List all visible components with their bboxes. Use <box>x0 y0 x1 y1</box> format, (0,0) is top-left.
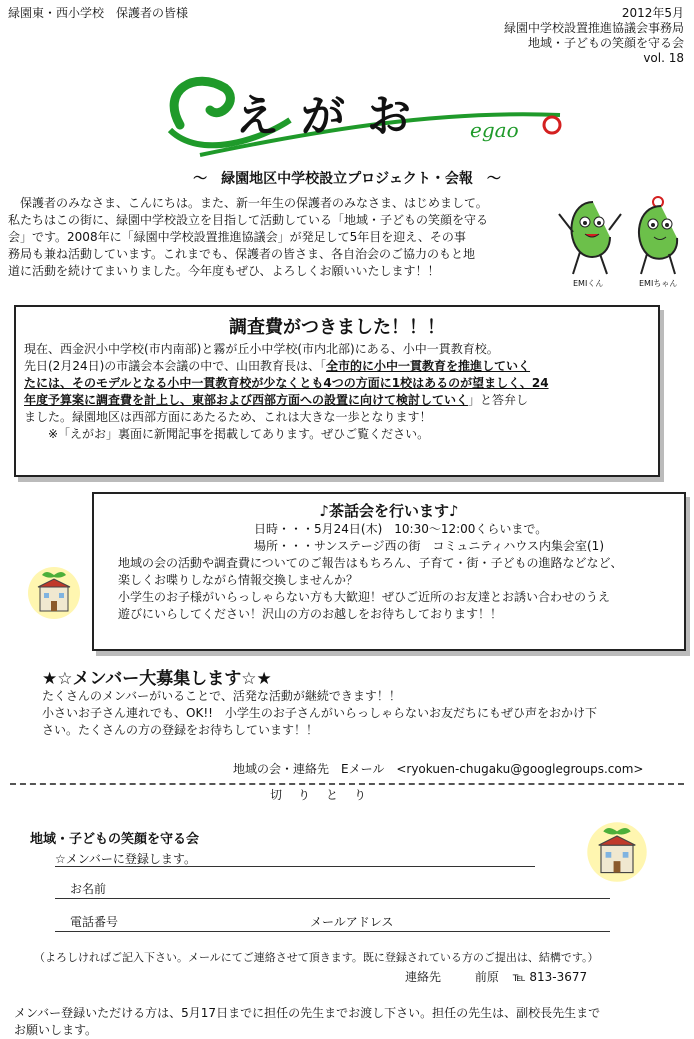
teaparty-where: 場所・・・サンステージ西の街 コミュニティハウス内集会室(1) <box>254 539 605 553</box>
teaparty-title: ♪茶話会を行います♪ <box>319 502 459 520</box>
intro-line: 私たちはこの街に、緑園中学校設立を目指して活動している「地域・子どもの笑顔を守る <box>8 213 489 227</box>
footer-text <box>14 1005 684 1039</box>
survey-text: 先日(2月24日)の市議会本会議の中で、山田教育長は、「 <box>24 359 327 373</box>
survey-line <box>24 392 650 409</box>
teaparty-line: 楽しくお喋りしながら情報交換しませんか？ <box>118 573 359 587</box>
school-illustration-form <box>585 820 649 884</box>
phone-label: 電話番号 <box>70 915 119 929</box>
members-line: 小さいお子さん連れでも、OK!! 小学生のお子さんがいらっしゃらないお友だちにもぜひ声をおかけ下 <box>42 706 597 720</box>
survey-line: ました。緑園地区は西部方面にあたるため、これは大きな一歩となります！ <box>24 410 432 424</box>
contact-label: 連絡先 <box>405 970 442 984</box>
volume: vol. 18 <box>643 51 684 65</box>
logo-title: えがお <box>235 91 433 142</box>
footer-line: お願いします。 <box>14 1023 98 1037</box>
survey-highlight: 全市的に小中一貫教育を推進していく <box>326 359 531 373</box>
survey-highlight: 年度予算案に調査費を計上し、東部および西部方面への設置に向けて検討していく <box>24 393 469 407</box>
issue-info <box>384 6 684 66</box>
teaparty-when: 日時・・・5月24日(木) 10:30～12:00くらいまで。 <box>254 522 548 536</box>
footer-line: メンバー登録いただける方は、5月17日までに担任の先生までお渡し下さい。担任の先生は、副校長先生まで <box>14 1006 601 1020</box>
mascot-emi-kun-icon <box>555 192 625 282</box>
survey-highlight: たには、そのモデルとなる小中一貫教育校が少なくとも4つの方面に1校はあるのが望ましく、24 <box>24 376 549 390</box>
intro-line: 道に活動を続けてまいりました。今年度もぜひ、よろしくお願いいたします！！ <box>8 264 440 278</box>
members-text <box>42 688 672 739</box>
survey-text: 」と答弁し <box>468 393 529 407</box>
form-note: （よろしければご記入下さい。メールにてご連絡させて頂きます。既に登録されている方のご提出は、結構です。） <box>34 951 599 964</box>
contact-person <box>405 968 587 985</box>
phone-mail-field[interactable] <box>55 931 610 932</box>
form-register: ☆メンバーに登録します。 <box>55 852 196 866</box>
issue-date: 2012年5月 <box>621 6 684 20</box>
mail-label: メールアドレス <box>310 915 394 929</box>
intro-line: 保護者のみなさま、こんにちは。また、新一年生の保護者のみなさま、はじめまして。 <box>8 196 488 210</box>
contact-tel: ℡ 813-3677 <box>512 970 588 984</box>
survey-note: ※「えがお」裏面に新聞記事を掲載してあります。ぜひご覧ください。 <box>24 427 430 441</box>
teaparty-line: 遊びにいらしてください！沢山の方のお越しをお待ちしております！！ <box>118 607 503 621</box>
intro-text <box>8 195 548 280</box>
cut-line <box>10 783 684 785</box>
intro-line: 務局も兼ね活動しています。これまでも、保護者の皆さま、各自治会のご協力のもと地 <box>8 247 476 261</box>
teaparty-box <box>92 492 686 651</box>
register-line <box>55 866 535 867</box>
school-icon <box>26 565 82 621</box>
mascot-emi-kun <box>555 192 625 292</box>
name-field[interactable] <box>55 898 610 899</box>
mascot-left-label: EMIくん <box>573 279 604 288</box>
contact-name: 前原 <box>474 970 499 984</box>
school-illustration <box>26 565 82 621</box>
logo-script: egao <box>470 118 519 142</box>
form-org: 地域・子どもの笑顔を守る会 <box>30 832 200 847</box>
school-icon-form <box>585 820 649 884</box>
org-office: 緑園中学校設置推進協議会事務局 <box>503 21 684 35</box>
mascot-emi-chan-icon <box>625 192 691 282</box>
org-name: 地域・子どもの笑顔を守る会 <box>527 36 684 50</box>
survey-line <box>24 358 650 375</box>
survey-box <box>14 305 660 477</box>
recipients: 緑園東・西小学校 保護者の皆様 <box>8 6 189 20</box>
members-line: さい。たくさんの方の登録をお待ちしています！！ <box>42 723 319 737</box>
cut-label: 切 り と り <box>270 788 369 802</box>
intro-line: 会」です。2008年に「緑園中学校設置推進協議会」が発足して5年目を迎え、その事 <box>8 230 466 244</box>
egao-logo <box>140 70 580 165</box>
teaparty-line: 小学生のお子様がいらっしゃらない方も大歓迎！ぜひご近所のお友達とお誘い合わせのうえ <box>118 590 611 604</box>
contact-email: 地域の会・連絡先 Eメール <ryokuen-chugaku@googlegroups.com> <box>233 762 644 776</box>
newsletter-subtitle: ～ 緑園地区中学校設立プロジェクト・会報 ～ <box>193 171 501 187</box>
survey-line: 現在、西金沢小中学校(市内南部)と霧が丘小中学校(市内北部)にある、小中一貫教育校。 <box>24 342 499 356</box>
members-title: ★☆メンバー大募集します☆★ <box>42 669 272 689</box>
mascot-emi-chan <box>625 192 691 292</box>
name-label: お名前 <box>70 882 107 896</box>
teaparty-line: 地域の会の活動や調査費についてのご報告はもちろん、子育て・街・子どもの進路などなど、 <box>118 556 623 570</box>
mascot-right-label: EMIちゃん <box>639 279 678 288</box>
survey-title: 調査費がつきました！！！ <box>229 317 445 338</box>
members-line: たくさんのメンバーがいることで、活発な活動が継続できます！！ <box>42 689 401 703</box>
